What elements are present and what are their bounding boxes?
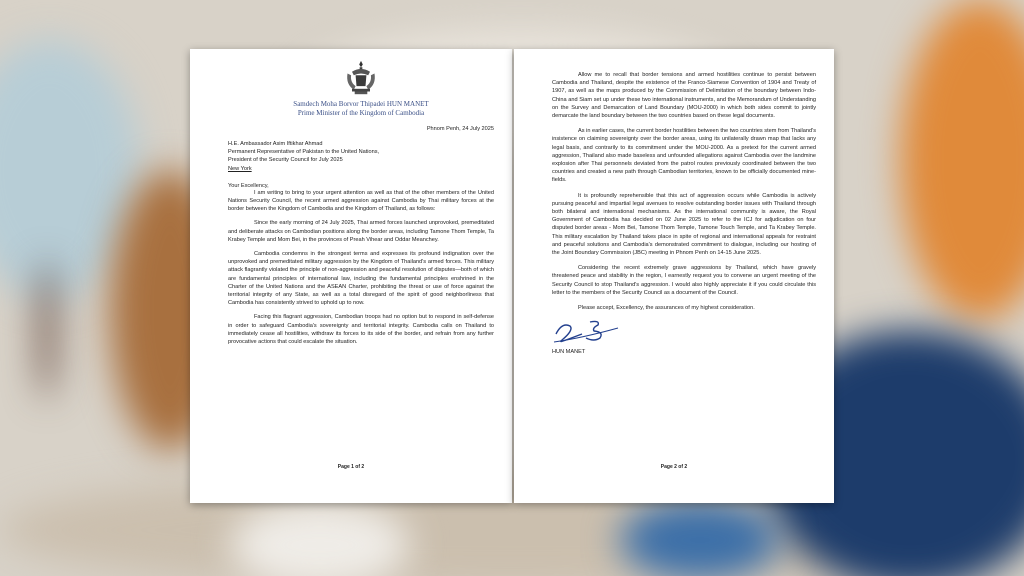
page-number: Page 2 of 2: [660, 464, 688, 470]
paragraph: As in earlier cases, the current border hostilities between the two countries stem from Thailand's insistence on claiming sovereignty over the border areas, using its unilaterally drawn map that lacks any legal basis, and contrarily to its commitment under the MOU-2000. As a pretext for the current armed aggression, Thailand also made baseless and unfounded allegations against Cambodia over the landmine explosion after Thai personnels deviated from the patrol routes previously coordinated between the two countries and created a new path through Cambodian territories, known to be officially documented mine-fields.: [552, 128, 816, 184]
paragraph: Allow me to recall that border tensions and armed hostilities continue to persist between Cambodia and Thailand, despite the existence of the Franco-Siamese Convention of 1904 and Treaty of 1907, as well as the maps produced by the Commission of Delimitation of the boundary between Indo-China and Siam set up under these two international instruments, and the Memorandum of Understanding on the Survey and Demarcation of Land Boundary (MOU-2000) in which both sides commit to jointly demarcate the land boundary between the two countries based on these legal documents.: [552, 72, 816, 120]
sender-title: Prime Minister of the Kingdom of Cambodia: [297, 109, 425, 117]
sender-name: Samdech Moha Borvor Thipadei HUN MANET: [293, 100, 429, 108]
handwritten-signature: [552, 316, 622, 344]
addressee-city: New York: [228, 165, 252, 172]
letter-page-1: [190, 49, 512, 503]
paragraph: Cambodia condemns in the strongest terms and expresses its profound indignation over the unprovoked and premeditated military aggression by the Kingdom of Thailand's armed forces. This military attack flagrantly violated the principle of non-aggression and peaceful resolution of disputes—both of which are fundamental principles of international law, including the fundamental principles enshrined in the Charter of the United Nations and the ASEAN Charter, prohibiting the threat or use of force against the territorial integrity of any State, as well as a total disregard of the spirit of good neighborliness that Cambodia has consistently strived to uphold up to now.: [228, 251, 494, 307]
addressee-name: H.E. Ambassador Asim Iftikhar Ahmad: [228, 141, 323, 147]
paragraph: It is profoundly reprehensible that this act of aggression occurs while Cambodia is actively pursuing peaceful and impartial legal avenues to resolve outstanding border issues with Thailand through both bilateral and international mechanisms. As the international community is aware, the Royal Government of Cambodia has decided on 02 June 2025 to refer to the ICJ for adjudication on four disputed border areas - Mom Bei, Tamone Thom Temple, Tamone Touch Temple, and Ta Krabey Temple. This military escalation by Thailand takes place in spite of regional and international appeals for restraint and peaceful solutions and Cambodia's demonstrated commitment to dialogue, including our hosting of the Joint Boundary Commission (JBC) meeting in Phnom Penh on 14-15 June 2025.: [552, 192, 816, 257]
addressee-line-1: Permanent Representative of Pakistan to the United Nations,: [228, 149, 380, 156]
letter-page-2: [514, 49, 834, 503]
paragraph: Since the early morning of 24 July 2025, Thai armed forces launched unprovoked, premeditated and deliberate attacks on Cambodian positions along the border areas, including Tamone Thom Temple, Ta Krabey Temple and Mom Bei, in the provinces of Preah Vihear and Oddar Meanchey.: [228, 220, 494, 243]
signatory-name: HUN MANET: [552, 349, 586, 356]
addressee-block: [228, 140, 494, 173]
royal-crest-icon: [343, 59, 379, 97]
paragraph: Considering the recent extremely grave aggressions by Thailand, which have gravely threatened peace and stability in the region, I earnestly request you to convene an urgent meeting of the Security Council to stop Thailand's aggression. I would also highly appreciate it if you could circulate this letter to the members of the Security Council as a document of the Council.: [552, 265, 816, 296]
paragraph: Please accept, Excellency, the assurances of my highest consideration.: [578, 305, 755, 312]
salutation: Your Excellency,: [228, 182, 269, 189]
letter-date: Phnom Penh, 24 July 2025: [426, 126, 494, 132]
paragraph: Facing this flagrant aggression, Cambodian troops had no option but to respond in self-defense in order to safeguard Cambodia's sovereignty and territorial integrity. Cambodia calls on Thailand to immediately cease all hostilities, withdraw its forces to its side of the border, and refrain from any further provocative actions that could escalate the situation.: [228, 314, 494, 346]
addressee-line-2: President of the Security Council for July 2025: [228, 157, 343, 164]
page-number: Page 1 of 2: [337, 464, 365, 470]
paragraph: I am writing to bring to your urgent attention as well as that of the other members of the United Nations Security Council, the recent armed aggression against Cambodia by Thai military forces at the border between the Kingdom of Cambodia and the Kingdom of Thailand, as follows:: [228, 189, 494, 213]
